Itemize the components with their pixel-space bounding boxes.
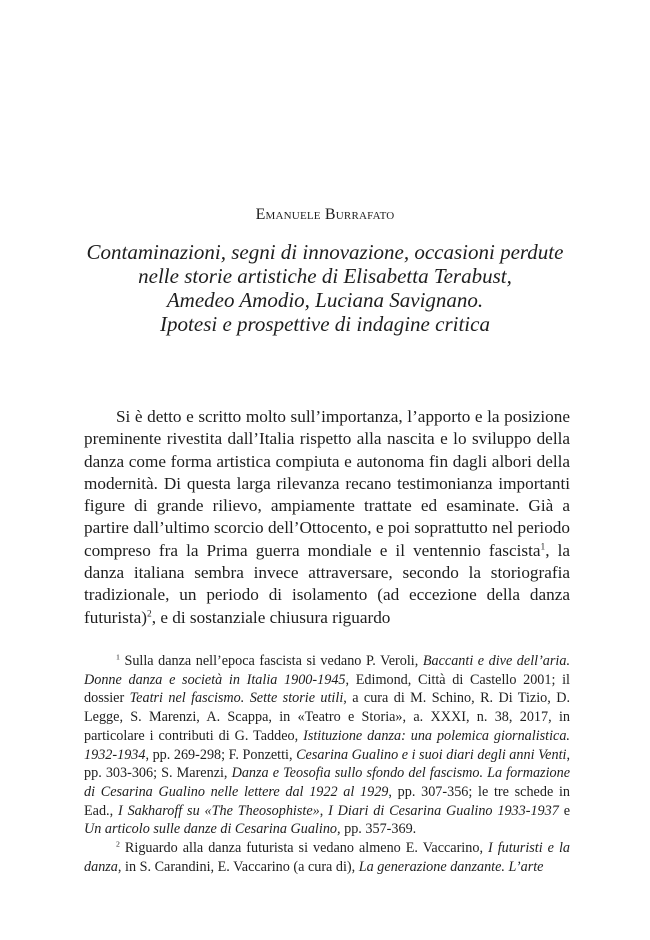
chapter-title: [0, 240, 650, 336]
footnote-2-number: 2: [116, 839, 120, 849]
footnote-1-number: 1: [116, 652, 120, 662]
footnote-1-text: , a cura di M. Schino, R. Di Tizio, D. Legge, S. Marenzi, A. Scappa, in «Teatro e Storia», a. XXXI, n. 38, 2017, in particolare i contributi di G. Taddeo,: [84, 690, 570, 744]
body-text-part-3: , e di sostanziale chiusura riguardo: [151, 607, 391, 627]
footnote-ref-1: 1: [540, 542, 546, 553]
footnote-1-work-title: Baccanti e dive dell’aria. Donne danza e società in Italia 1900-1945: [84, 653, 570, 688]
footnote-2-text: Riguardo alla danza futurista si vedano almeno E. Vaccarino,: [119, 840, 488, 857]
footnote-1-text: , pp. 269-298; F. Ponzetti,: [145, 746, 297, 763]
footnote-1-text: e: [558, 802, 570, 819]
footnote-1-work-title: I Diari di Cesarina Gualino 1933-1937: [328, 802, 559, 819]
footnotes: [84, 652, 570, 876]
title-line-2: nelle storie artistiche di Elisabetta Terabust,: [138, 264, 512, 288]
footnote-1-work-title: Un articolo sulle danze di Cesarina Gualino: [84, 821, 338, 838]
footnote-1-work-title: Cesarina Gualino e i suoi diari degli anni Venti: [296, 746, 567, 763]
footnote-1-text: , Edimond, Città di Castello 2001; il dossier: [84, 671, 571, 707]
footnote-1-work-title: Danza e Teosofia sullo sfondo del fascismo. La formazione di Cesarina Gualino nelle lettere dal 1922 al 1929: [84, 765, 570, 800]
footnote-1-work-title: I Sakharoff su «The Theosophiste»: [118, 802, 320, 819]
footnote-1-text: , pp. 307-356; le tre schede in Ead.,: [84, 783, 570, 819]
title-line-4: Ipotesi e prospettive di indagine critica: [160, 312, 490, 336]
body-paragraph: [84, 406, 570, 629]
title-line-1: Contaminazioni, segni di innovazione, occasioni perdute: [86, 240, 564, 264]
footnote-2-work-title: La generazione danzante. L’arte: [358, 858, 544, 875]
footnote-1-work-title: Istituzione danza: una polemica giornalistica. 1932-1934: [84, 727, 570, 763]
footnote-1-text: ,: [319, 802, 329, 819]
body-text-part-2: , la danza italiana sembra invece attraversare, secondo la storiografia tradizionale, un periodo di isolamento (ad eccezione della danza futurista): [84, 540, 571, 627]
footnote-1-work-title: Teatri nel fascismo. Sette storie utili: [129, 690, 344, 707]
footnote-1-text: , pp. 303-306; S. Marenzi,: [84, 746, 570, 782]
body-text-part-1: Si è detto e scritto molto sull’importanza, l’apporto e la posizione preminente rivestita dall’Italia rispetto alla nascita e lo sviluppo della danza come forma artistica compiuta e autonoma fin dagli albori della modernità. Di questa larga rilevanza recano testimonianza importanti figure di grande rilievo, ampiamente trattate ed esaminate. Già a partire dall’ultimo scorcio dell’Ottocento, e poi soprattutto nel periodo compreso fra la Prima guerra mondiale e il ventennio fascista: [84, 407, 570, 560]
footnote-2-work-title: I futuristi e la danza: [84, 840, 571, 875]
title-line-3: Amedeo Amodio, Luciana Savignano.: [166, 288, 484, 312]
footnote-2-text: , in S. Carandini, E. Vaccarino (a cura di),: [117, 858, 359, 875]
footnote-1-text: , pp. 357-369.: [337, 821, 417, 838]
body-text: [84, 406, 570, 629]
footnote-1-text: Sulla danza nell’epoca fascista si vedano P. Veroli,: [119, 653, 423, 669]
footnote-1: [84, 652, 570, 839]
footnote-ref-2: 2: [147, 608, 152, 619]
footnote-2: [84, 839, 570, 876]
author-name: Emanuele Burrafato: [255, 206, 395, 223]
